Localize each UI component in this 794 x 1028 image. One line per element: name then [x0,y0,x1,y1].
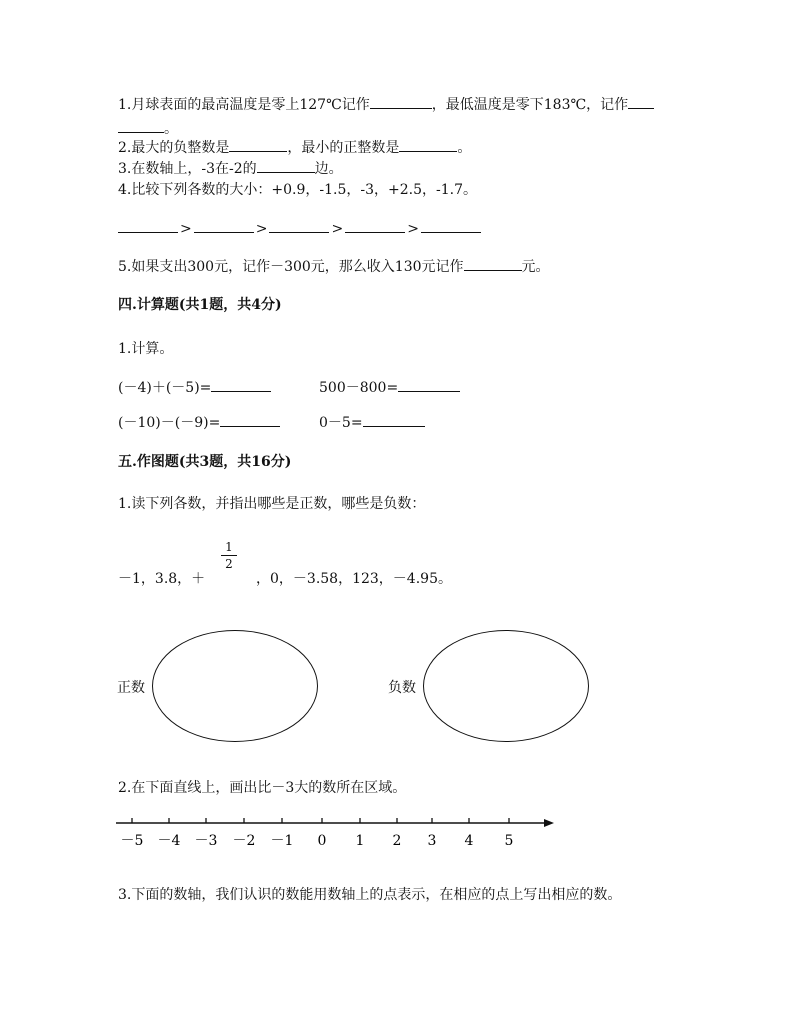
section-5-title: 五.作图题(共3题，共16分) [118,454,292,470]
answer-blank[interactable] [363,412,425,427]
answer-blank[interactable] [464,256,522,271]
answer-blank[interactable] [220,412,280,427]
number-list-b: ，0，－3.58，123，－4.95。 [256,571,452,587]
section-5-q2: 2.在下面直线上，画出比－3大的数所在区域。 [118,780,407,796]
calc-row-2: (－10)－(－9)= [118,412,280,432]
tick-label: 0 [317,833,327,849]
question-3: 3.在数轴上，-3在-2的 边。 [118,158,343,178]
question-2: 2.最大的负整数是 ，最小的正整数是 。 [118,137,471,157]
answer-blank[interactable] [399,137,457,152]
answer-blank[interactable] [398,377,460,392]
answer-blank[interactable] [257,158,315,173]
q1-text-b: ，最低温度是零下183℃，记作 [431,97,629,113]
number-list-a: －1，3.8，＋ [118,571,206,587]
tick-label: 2 [392,833,402,849]
gt-sign: > [180,221,192,237]
section-5-q1: 1.读下列各数，并指出哪些是正数，哪些是负数： [118,496,426,512]
tick-label: －3 [194,833,218,849]
gt-sign: > [407,221,419,237]
positive-oval[interactable] [152,630,318,742]
answer-blank[interactable] [118,218,178,233]
negative-oval[interactable] [423,630,589,742]
number-line[interactable] [110,812,560,856]
question-5: 5.如果支出300元，记作－300元，那么收入130元记作 元。 [118,256,550,276]
tick-label: －4 [157,833,181,849]
answer-blank[interactable] [345,218,405,233]
answer-blank[interactable] [194,218,254,233]
arrow-right-icon [544,819,554,827]
section-4-q1: 1.计算。 [118,341,174,357]
tick-label: －2 [232,833,256,849]
tick-label: －5 [120,833,144,849]
answer-blank[interactable] [421,218,481,233]
q1-text-a: 1.月球表面的最高温度是零上127℃记作 [118,97,370,113]
question-4: 4.比较下列各数的大小：+0.9，-1.5，-3，+2.5，-1.7。 [118,182,477,198]
tick-label: 5 [504,833,514,849]
answer-blank[interactable] [211,377,271,392]
question-1 [118,94,654,114]
negative-label: 负数 [388,680,416,696]
answer-blank[interactable] [118,118,164,133]
tick-label: 4 [464,833,474,849]
fraction-half: 1 2 [221,540,237,571]
section-5-q3: 3.下面的数轴，我们认识的数能用数轴上的点表示，在相应的点上写出相应的数。 [118,887,622,903]
calc-row-2b: 0－5= [319,412,425,432]
calc-row-1: (－4)＋(－5)= [118,377,271,397]
positive-label: 正数 [117,680,145,696]
answer-blank[interactable] [628,94,654,109]
section-4-title: 四.计算题(共1题，共4分) [118,297,282,313]
tick-label: 3 [427,833,437,849]
answer-blank[interactable] [229,137,287,152]
calc-row-1b: 500－800= [319,377,460,397]
gt-sign: > [255,221,268,237]
tick-label: －1 [270,833,294,849]
answer-blank[interactable] [269,218,329,233]
question-1-cont: 。 [118,118,178,138]
answer-blank[interactable] [370,94,432,109]
question-4-blanks [118,218,481,238]
tick-label: 1 [355,833,365,849]
gt-sign: > [331,221,344,237]
